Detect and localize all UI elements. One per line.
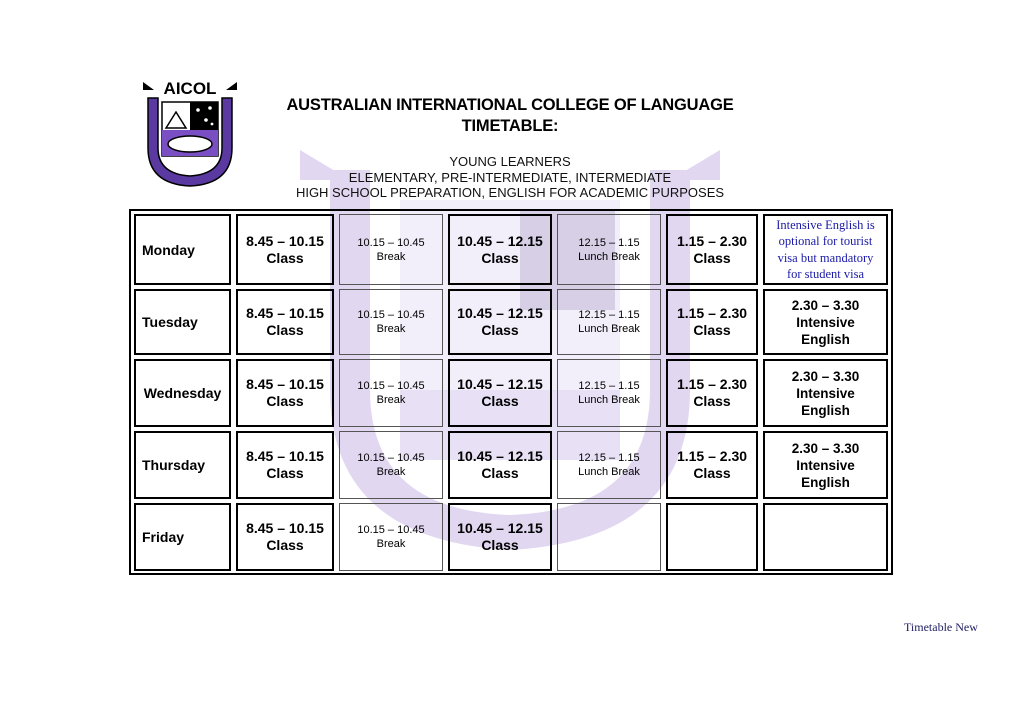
time-label: 8.45 – 10.15 xyxy=(246,448,324,464)
activity-label: Break xyxy=(376,250,406,263)
activity-label: Class xyxy=(481,393,519,409)
day-cell xyxy=(134,289,231,355)
activity-label: Break xyxy=(376,394,406,406)
day-label: Tuesday xyxy=(142,314,198,330)
program-line-2: ELEMENTARY, PRE-INTERMEDIATE, INTERMEDIATE xyxy=(348,170,672,185)
lunch-break-cell xyxy=(557,289,661,355)
day-cell xyxy=(134,359,231,427)
activity-label: Intensive xyxy=(796,314,855,330)
day-label: Monday xyxy=(142,241,195,258)
activity-label: Lunch Break xyxy=(578,394,640,406)
class-cell xyxy=(236,214,334,285)
day-label: Friday xyxy=(142,529,185,545)
class-cell xyxy=(666,359,758,427)
activity-label: English xyxy=(801,331,850,347)
activity-label: Class xyxy=(693,322,731,338)
day-cell xyxy=(134,214,231,285)
empty-cell xyxy=(763,503,888,571)
class-cell xyxy=(236,359,334,427)
activity-label: Class xyxy=(693,249,731,266)
intensive-english-cell xyxy=(763,289,888,355)
time-label: 10.15 – 10.45 xyxy=(357,236,425,249)
break-cell xyxy=(339,289,443,355)
lunch-break-cell xyxy=(557,214,661,285)
time-label: 1.15 – 2.30 xyxy=(676,448,748,464)
activity-label: Lunch Break xyxy=(578,250,640,263)
time-label: 10.45 – 12.15 xyxy=(457,232,543,249)
time-label: 10.15 – 10.45 xyxy=(357,380,425,392)
class-cell xyxy=(236,289,334,355)
time-label: 2.30 – 3.30 xyxy=(791,368,860,384)
activity-label: Break xyxy=(376,466,406,478)
time-label: 8.45 – 10.15 xyxy=(246,520,324,536)
time-label: 10.15 – 10.45 xyxy=(357,309,425,321)
activity-label: Class xyxy=(481,537,519,553)
activity-label: Class xyxy=(693,393,731,409)
time-label: 2.30 – 3.30 xyxy=(791,440,860,456)
activity-label: Class xyxy=(266,393,304,409)
empty-cell xyxy=(557,503,661,571)
class-cell xyxy=(666,289,758,355)
intensive-english-note-cell xyxy=(763,214,888,285)
activity-label: English xyxy=(801,474,850,490)
break-cell xyxy=(339,214,443,285)
activity-label: Class xyxy=(266,465,304,481)
class-cell xyxy=(236,431,334,499)
aicol-logo xyxy=(140,78,240,188)
time-label: 8.45 – 10.15 xyxy=(246,305,324,321)
time-label: 12.15 – 1.15 xyxy=(578,309,640,321)
note-line: Intensive English is xyxy=(776,217,875,232)
class-cell xyxy=(236,503,334,571)
time-label: 1.15 – 2.30 xyxy=(676,232,748,249)
break-cell xyxy=(339,359,443,427)
activity-label: Lunch Break xyxy=(578,466,640,478)
activity-label: Class xyxy=(481,249,519,266)
activity-label: English xyxy=(801,402,850,418)
day-label: Thursday xyxy=(142,457,206,473)
time-label: 12.15 – 1.15 xyxy=(578,452,640,464)
program-line-1: YOUNG LEARNERS xyxy=(449,154,571,169)
time-label: 12.15 – 1.15 xyxy=(578,380,640,392)
activity-label: Break xyxy=(376,538,406,550)
time-label: 10.45 – 12.15 xyxy=(457,376,543,392)
class-cell xyxy=(448,214,552,285)
activity-label: Class xyxy=(693,465,731,481)
class-cell xyxy=(666,431,758,499)
document-footer: Timetable New xyxy=(904,620,978,634)
time-label: 2.30 – 3.30 xyxy=(791,297,860,313)
time-label: 1.15 – 2.30 xyxy=(676,305,748,321)
activity-label: Break xyxy=(376,323,406,335)
empty-cell xyxy=(666,503,758,571)
note-line: visa but mandatory xyxy=(777,250,874,265)
time-label: 10.15 – 10.45 xyxy=(357,524,425,536)
time-label: 8.45 – 10.15 xyxy=(246,232,324,249)
note-line: optional for tourist xyxy=(778,234,873,248)
lunch-break-cell xyxy=(557,359,661,427)
class-cell xyxy=(448,289,552,355)
break-cell xyxy=(339,431,443,499)
time-label: 10.45 – 12.15 xyxy=(457,520,543,536)
day-label: Wednesday xyxy=(143,385,222,401)
activity-label: Class xyxy=(266,537,304,553)
intensive-english-cell xyxy=(763,359,888,427)
time-label: 1.15 – 2.30 xyxy=(676,376,748,392)
time-label: 12.15 – 1.15 xyxy=(578,236,640,249)
time-label: 10.45 – 12.15 xyxy=(457,448,543,464)
note-line: for student visa xyxy=(786,267,865,281)
lunch-break-cell xyxy=(557,431,661,499)
logo-text: AICOL xyxy=(163,79,217,98)
activity-label: Intensive xyxy=(796,457,855,473)
time-label: 8.45 – 10.15 xyxy=(246,376,324,392)
activity-label: Class xyxy=(481,465,519,481)
break-cell xyxy=(339,503,443,571)
class-cell xyxy=(448,431,552,499)
activity-label: Class xyxy=(481,322,519,338)
time-label: 10.15 – 10.45 xyxy=(357,452,425,464)
activity-label: Lunch Break xyxy=(578,323,640,335)
class-cell xyxy=(448,359,552,427)
page-subtitle-timetable: TIMETABLE: xyxy=(461,117,559,135)
page-title: AUSTRALIAN INTERNATIONAL COLLEGE OF LANGUAGE xyxy=(286,96,734,114)
day-cell xyxy=(134,431,231,499)
day-cell xyxy=(134,503,231,571)
class-cell xyxy=(448,503,552,571)
intensive-english-cell xyxy=(763,431,888,499)
activity-label: Class xyxy=(266,322,304,338)
activity-label: Intensive xyxy=(796,385,855,401)
time-label: 10.45 – 12.15 xyxy=(457,305,543,321)
class-cell xyxy=(666,214,758,285)
activity-label: Class xyxy=(266,249,304,266)
program-line-3: HIGH SCHOOL PREPARATION, ENGLISH FOR ACADEMIC PURPOSES xyxy=(295,185,725,200)
